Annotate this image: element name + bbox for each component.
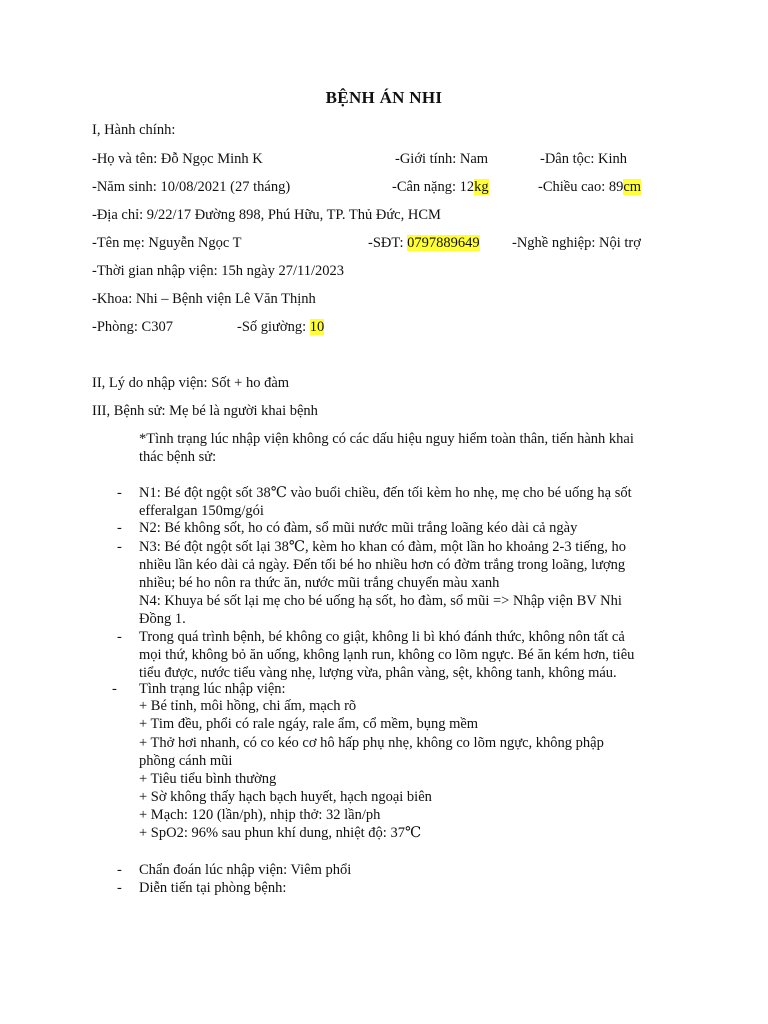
day2-line: N2: Bé không sốt, ho có đàm, sổ mũi nước mũi trắng loãng kéo dài cả ngày [139,520,578,536]
weight-value: -Cân nặng: 12 [392,179,475,195]
course-line1: Trong quá trình bệnh, bé không co giật, không li bì khó đánh thức, không nôn tất cả [139,629,625,645]
bullet-dash: - [117,862,122,878]
status-item: + Sờ không thấy hạch bạch huyết, hạch ngoại biên [139,789,432,805]
bed-number [237,318,324,336]
bullet-dash: - [117,629,122,645]
bullet-dash: - [112,681,117,697]
day3-line2: nhiều lần kéo dài cả ngày. Đến tối bé ho nhiều hơn có đờm trắng trong loãng, lượng [139,557,626,573]
phone-highlight: 0797889649 [407,235,480,251]
height-value: -Chiều cao: 89 [538,179,624,195]
day3-line1: N3: Bé đột ngột sốt lại 38℃, kèm ho khan có đàm, một lần ho khoảng 2-3 tiếng, ho [139,539,627,555]
bullet-dash: - [117,880,122,896]
status-item: + Thở hơi nhanh, có co kéo cơ hô hấp phụ nhẹ, không co lõm ngực, không phập [139,735,604,751]
ward-progress: Diễn tiến tại phòng bệnh: [139,880,287,896]
status-item: + Tiêu tiểu bình thường [139,771,277,787]
day1-line1: N1: Bé đột ngột sốt 38℃ vào buổi chiều, đến tối kèm ho nhẹ, mẹ cho bé uống hạ sốt [139,485,632,501]
patient-ethnicity: -Dân tộc: Kinh [540,151,627,167]
admission-time: -Thời gian nhập viện: 15h ngày 27/11/2023 [92,263,344,279]
patient-name: -Họ và tên: Đỗ Ngọc Minh K [92,151,263,167]
bullet-dash: - [117,520,122,536]
phone-label: -SĐT: [368,235,408,251]
course-line2: mọi thứ, không bỏ ăn uống, không lạnh run, không co lõm ngực. Bé ăn kém hơn, tiêu [139,647,635,663]
bed-highlight: 10 [309,319,325,335]
section-admission-reason: II, Lý do nhập viện: Sốt + ho đàm [92,375,290,391]
document-title: BỆNH ÁN NHI [325,88,443,107]
status-item: + SpO2: 96% sau phun khí dung, nhiệt độ: 37℃ [139,825,422,841]
day1-line2: efferalgan 150mg/gói [139,503,264,519]
day4-line1: N4: Khuya bé sốt lại mẹ cho bé uống hạ sốt, ho đàm, sổ mũi => Nhập viện BV Nhi [139,593,622,609]
height-unit-highlight: cm [623,179,642,195]
admission-diagnosis: Chẩn đoán lúc nhập viện: Viêm phổi [139,862,352,878]
day4-line2: Đồng 1. [139,611,186,627]
patient-address: -Địa chỉ: 9/22/17 Đường 898, Phú Hữu, TP. Thủ Đức, HCM [92,207,441,223]
mother-name: -Tên mẹ: Nguyễn Ngọc T [92,235,242,251]
day3-line3: nhiều; bé ho nôn ra thức ăn, nước mũi trắng chuyển màu xanh [139,575,500,591]
bullet-dash: - [117,485,122,501]
patient-height [538,178,641,196]
bed-label: -Số giường: [237,319,310,335]
patient-dob: -Năm sinh: 10/08/2021 (27 tháng) [92,179,291,195]
phone-number [368,234,480,252]
status-item: + Bé tỉnh, môi hồng, chi ấm, mạch rõ [139,698,357,714]
department: -Khoa: Nhi – Bệnh viện Lê Văn Thịnh [92,291,316,307]
weight-unit-highlight: kg [474,179,489,195]
status-item-cont: phồng cánh mũi [139,753,233,769]
status-item: + Tim đều, phổi có rale ngáy, rale ẩm, cổ mềm, bụng mềm [139,716,479,732]
history-intro-line2: thác bệnh sử: [139,449,217,465]
bullet-dash: - [117,539,122,555]
history-intro-line1: *Tình trạng lúc nhập viện không có các dấu hiệu nguy hiểm toàn thân, tiến hành khai [139,431,634,447]
course-line3: tiểu được, nước tiểu vàng nhẹ, lượng vừa, phân vàng, sệt, không tanh, không máu. [139,665,617,681]
section-history: III, Bệnh sử: Mẹ bé là người khai bệnh [92,403,318,419]
section-administrative: I, Hành chính: [92,122,176,138]
room-number: -Phòng: C307 [92,319,173,335]
patient-weight [392,178,489,196]
status-item: + Mạch: 120 (lần/ph), nhịp thở: 32 lần/ph [139,807,381,823]
patient-gender: -Giới tính: Nam [395,151,489,167]
admission-status-title: Tình trạng lúc nhập viện: [139,681,286,697]
mother-occupation: -Nghề nghiệp: Nội trợ [512,235,641,251]
